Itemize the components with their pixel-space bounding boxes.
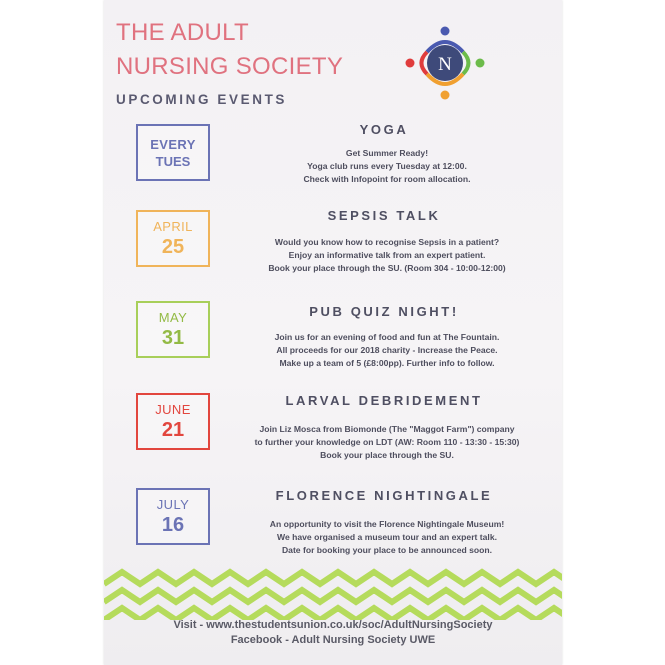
event-title: YOGA [359, 122, 409, 137]
event-date-box [136, 393, 210, 450]
event-title: FLORENCE NIGHTINGALE [275, 488, 493, 503]
event-line: Join Liz Mosca from Biomonde (The "Maggot Farm") company [259, 424, 515, 434]
event-date-top: MAY [158, 310, 188, 325]
event-date-top: JULY [156, 497, 190, 512]
footer-facebook-line: Facebook - Adult Nursing Society UWE [230, 634, 436, 646]
event-description [222, 147, 552, 187]
event-line: All proceeds for our 2018 charity - Increase the Peace. [276, 345, 498, 356]
event-date-bottom: 16 [161, 514, 185, 536]
society-logo-icon [402, 22, 488, 102]
event-date-box [136, 301, 210, 358]
event-date-top: EVERY [150, 136, 196, 152]
event-line: Date for booking your place to be announced soon. [281, 545, 493, 556]
event-title: SEPSIS TALK [327, 208, 441, 223]
footer-website-line: Visit - www.thestudentsunion.co.uk/soc/AdultNursingSociety [173, 619, 493, 631]
event-date-box [136, 210, 210, 267]
event-date-top: JUNE [155, 402, 191, 417]
event-date-box [136, 124, 210, 181]
logo-letter: N [438, 54, 452, 75]
event-date-box [136, 488, 210, 545]
title-line-2: NURSING SOCIETY [116, 53, 344, 80]
event-title: PUB QUIZ NIGHT! [309, 304, 459, 319]
event-line: Make up a team of 5 (£8:00pp). Further info to follow. [279, 358, 495, 369]
event-description [222, 518, 552, 558]
event-date-bottom: 21 [161, 419, 185, 441]
event-line: Yoga club runs every Tuesday at 12:00. [307, 161, 467, 172]
poster [104, 0, 562, 665]
event-line: Book your place through the SU. [320, 450, 454, 461]
event-description [222, 423, 552, 463]
event-line: Would you know how to recognise Sepsis in a patient? [274, 237, 500, 247]
event-date-top: APRIL [153, 219, 193, 234]
event-line: Book your place through the SU. (Room 304 - 10:00-12:00) [268, 263, 506, 274]
event-line: Join us for an evening of food and fun at The Fountain. [274, 332, 500, 342]
event-line: An opportunity to visit the Florence Nightingale Museum! [269, 519, 505, 529]
event-date-bottom: 31 [161, 327, 185, 349]
event-line: Enjoy an informative talk from an expert patient. [288, 250, 486, 261]
event-line: We have organised a museum tour and an expert talk. [276, 532, 497, 543]
event-date-bottom: 25 [161, 236, 185, 258]
event-line: Check with Infopoint for room allocation. [303, 174, 471, 185]
event-title: LARVAL DEBRIDEMENT [285, 393, 483, 408]
footer [104, 618, 562, 648]
event-line: Get Summer Ready! [345, 148, 429, 158]
event-description [222, 331, 552, 371]
chevron-pattern [104, 568, 562, 620]
society-title [116, 16, 343, 84]
event-date-bottom: TUES [155, 153, 191, 169]
title-line-1: THE ADULT [116, 19, 249, 46]
event-line: to further your knowledge on LDT (AW: Room 110 - 13:30 - 15:30) [254, 437, 520, 448]
event-description [222, 236, 552, 276]
upcoming-events-heading: UPCOMING EVENTS [116, 92, 288, 107]
